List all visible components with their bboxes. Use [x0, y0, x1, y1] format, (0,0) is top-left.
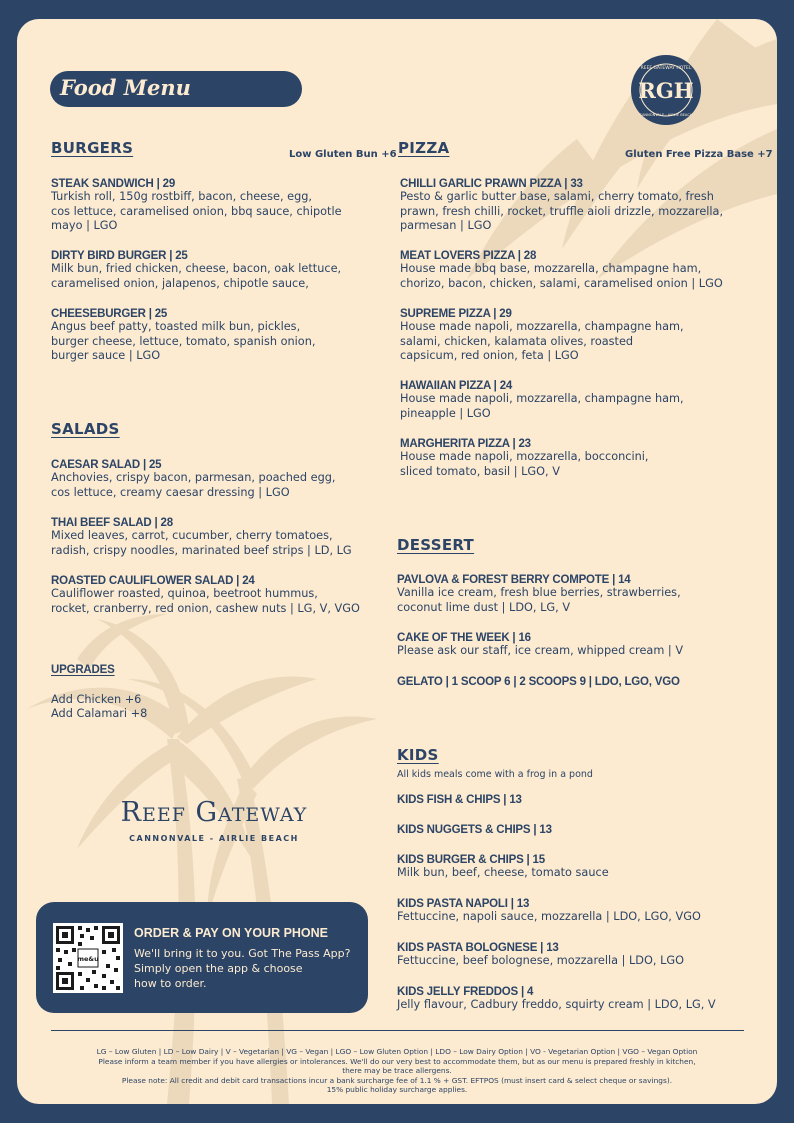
- item-desc-line: House made bbq base, mozzarella, champagne ham,: [400, 262, 702, 275]
- item-name: CAESAR SALAD | 25: [51, 459, 162, 471]
- food-menu-banner: [50, 71, 302, 107]
- order-text-line: how to order.: [134, 977, 207, 990]
- item-desc-line: Vanilla ice cream, fresh blue berries, strawberries,: [397, 586, 681, 599]
- item-name: KIDS BURGER & CHIPS | 15: [397, 854, 545, 866]
- item-name: PAVLOVA & FOREST BERRY COMPOTE | 14: [397, 574, 631, 586]
- item-name: STEAK SANDWICH | 29: [51, 178, 176, 190]
- item-name: CHEESEBURGER | 25: [51, 308, 168, 320]
- kids-note: All kids meals come with a frog in a pond: [397, 769, 593, 780]
- item-desc-line: Fettuccine, napoli sauce, mozzarella | LDO, LGO, VGO: [397, 910, 701, 923]
- rgh-logo-icon: [630, 54, 702, 126]
- item-desc-line: prawn, fresh chilli, rocket, truffle aioli drizzle, mozzarella,: [400, 204, 724, 218]
- item-desc-line: House made napoli, mozzarella, bocconcini,: [400, 450, 649, 463]
- item-name: SUPREME PIZZA | 29: [400, 308, 512, 320]
- item-desc-line: Jelly flavour, Cadbury freddo, squirty cream | LDO, LG, V: [397, 998, 716, 1011]
- item-desc-line: Pesto & garlic butter base, salami, cherry tomato, fresh: [400, 190, 714, 203]
- kids-item: [397, 824, 757, 836]
- salad-item: [51, 575, 381, 616]
- footer-line: Please note: All credit and debit card transactions incur a bank surcharge fee of 1.1 % + GST. EFTPOS (must insert card & select cheque or savings).: [121, 1075, 673, 1085]
- item-desc-line: coconut lime dust | LDO, LG, V: [397, 600, 571, 614]
- item-name: KIDS JELLY FREDDOS | 4: [397, 986, 534, 998]
- item-desc-line: pineapple | LGO: [400, 406, 491, 420]
- item-name: MARGHERITA PIZZA | 23: [400, 438, 531, 450]
- item-desc-line: rocket, cranberry, red onion, cashew nuts | LG, V, VGO: [51, 601, 360, 615]
- kids-item: [397, 898, 757, 925]
- kids-item: [397, 794, 757, 806]
- item-name: GELATO | 1 SCOOP 6 | 2 SCOOPS 9 | LDO, LGO, VGO: [397, 676, 680, 688]
- order-title: ORDER & PAY ON YOUR PHONE: [134, 926, 329, 940]
- item-name: MEAT LOVERS PIZZA | 28: [400, 250, 537, 262]
- order-text: [134, 946, 364, 991]
- burgers-heading: BURGERS: [51, 139, 134, 157]
- footer-line: 15% public holiday surcharge applies.: [326, 1085, 468, 1095]
- salads-heading: SALADS: [51, 420, 120, 438]
- kids-item: [397, 942, 757, 969]
- logo-monogram: RGH: [638, 78, 694, 103]
- item-name: DIRTY BIRD BURGER | 25: [51, 250, 188, 262]
- item-desc-line: Angus beef patty, toasted milk bun, pickles,: [51, 320, 301, 333]
- item-desc-line: Anchovies, crispy bacon, parmesan, poached egg,: [51, 471, 336, 484]
- dessert-item: [397, 574, 757, 615]
- upgrades-heading: UPGRADES: [51, 664, 115, 676]
- item-desc-line: chorizo, bacon, chicken, salami, caramelised onion | LGO: [400, 276, 723, 290]
- page-title: Food Menu: [60, 75, 191, 100]
- item-name: KIDS PASTA BOLOGNESE | 13: [397, 942, 559, 954]
- item-desc-line: parmesan | LGO: [400, 219, 492, 232]
- kids-heading: KIDS: [397, 746, 439, 764]
- footer-legend: LG – Low Gluten | LD – Low Dairy | V – Vegetarian | VG – Vegan | LGO – Low Gluten Option | LDO – Low Dairy Option | VO - Vegetarian Option | VGO – Vegan Option: [96, 1047, 698, 1056]
- pizza-item: [400, 178, 760, 234]
- logo-ring-bottom: CANNONVALE · AIRLIE BEACH: [639, 113, 693, 117]
- dessert-item: [397, 632, 757, 659]
- logo-ring-top: REEF GATEWAY HOTEL: [640, 66, 692, 71]
- item-desc-line: caramelised onion, jalapenos, chipotle sauce,: [51, 276, 309, 290]
- item-name: KIDS PASTA NAPOLI | 13: [397, 898, 530, 910]
- item-desc-line: Milk bun, beef, cheese, tomato sauce: [397, 866, 609, 879]
- item-desc-line: Milk bun, fried chicken, cheese, bacon, oak lettuce,: [51, 262, 342, 275]
- item-name: HAWAIIAN PIZZA | 24: [400, 380, 513, 392]
- pizza-item: [400, 380, 760, 421]
- burger-item: [51, 308, 381, 364]
- upgrade-item: Add Chicken +6: [51, 693, 142, 706]
- item-desc-line: House made napoli, mozzarella, champagne ham,: [400, 392, 684, 405]
- footer-line: there may be trace allergens.: [342, 1066, 452, 1076]
- pizza-heading: PIZZA: [398, 139, 450, 157]
- item-name: CHILLI GARLIC PRAWN PIZZA | 33: [400, 178, 583, 190]
- brand-location: CANNONVALE - AIRLIE BEACH: [129, 834, 299, 843]
- burgers-note: Low Gluten Bun +6: [289, 149, 397, 160]
- burger-item: [51, 250, 381, 291]
- item-name: KIDS NUGGETS & CHIPS | 13: [397, 824, 552, 836]
- qr-badge-text: me&u: [77, 955, 99, 963]
- footer-line: Please inform a team member if you have allergies or intolerances. We'll do our very best to accommodate them, but as our menu is prepared freshly in kitchen,: [98, 1056, 696, 1066]
- footer-divider: [51, 1030, 744, 1031]
- salad-item: [51, 459, 381, 500]
- footer-notes: [27, 1047, 767, 1095]
- item-name: THAI BEEF SALAD | 28: [51, 517, 173, 529]
- item-desc-line: burger cheese, lettuce, tomato, spanish onion,: [51, 334, 316, 348]
- menu-card: [17, 19, 777, 1104]
- brand-wordmark: Reef Gateway: [120, 797, 308, 828]
- item-name: CAKE OF THE WEEK | 16: [397, 632, 531, 644]
- item-desc-line: Please ask our staff, ice cream, whipped cream | V: [397, 644, 684, 657]
- item-desc-line: House made napoli, mozzarella, champagne ham,: [400, 320, 684, 333]
- item-desc-line: capsicum, red onion, feta | LGO: [400, 349, 579, 362]
- item-desc-line: cos lettuce, creamy caesar dressing | LGO: [51, 485, 290, 499]
- upgrade-item: Add Calamari +8: [51, 707, 148, 720]
- item-desc-line: radish, crispy noodles, marinated beef strips | LD, LG: [51, 543, 352, 557]
- item-desc-line: salami, chicken, kalamata olives, roasted: [400, 334, 634, 348]
- item-desc-line: Turkish roll, 150g rostbiff, bacon, cheese, egg,: [51, 190, 313, 203]
- pizza-item: [400, 438, 760, 479]
- kids-item: [397, 854, 757, 881]
- salad-item: [51, 517, 381, 558]
- item-desc-line: cos lettuce, caramelised onion, bbq sauce, chipotle: [51, 204, 342, 218]
- item-name: KIDS FISH & CHIPS | 13: [397, 794, 522, 806]
- kids-item: [397, 986, 757, 1013]
- item-desc-line: Mixed leaves, carrot, cucumber, cherry tomatoes,: [51, 529, 333, 542]
- dessert-item: [397, 676, 757, 688]
- qr-code-icon[interactable]: [53, 923, 123, 993]
- item-desc-line: Cauliflower roasted, quinoa, beetroot hummus,: [51, 587, 318, 600]
- item-name: ROASTED CAULIFLOWER SALAD | 24: [51, 575, 255, 587]
- dessert-heading: DESSERT: [397, 536, 475, 554]
- pizza-item: [400, 308, 760, 364]
- item-desc-line: burger sauce | LGO: [51, 349, 161, 362]
- burger-item: [51, 178, 381, 234]
- item-desc-line: mayo | LGO: [51, 219, 118, 232]
- item-desc-line: sliced tomato, basil | LGO, V: [400, 464, 560, 478]
- pizza-item: [400, 250, 760, 291]
- pizza-note: Gluten Free Pizza Base +7: [625, 149, 773, 160]
- order-text-line: Simply open the app & choose: [134, 962, 303, 975]
- item-desc-line: Fettuccine, beef bolognese, mozzarella | LDO, LGO: [397, 954, 685, 967]
- order-text-line: We'll bring it to you. Got The Pass App?: [134, 947, 351, 960]
